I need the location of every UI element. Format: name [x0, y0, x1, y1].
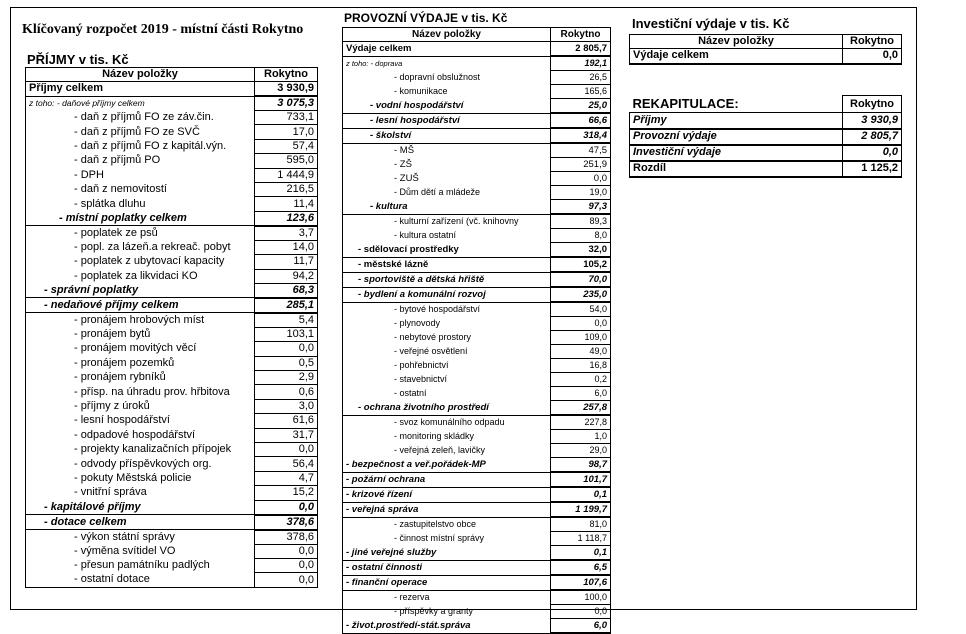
- row-value: 2,9: [255, 371, 318, 385]
- row-label: - popl. za lázeň.a rekreač. pobyt: [26, 240, 255, 254]
- row-value: 109,0: [551, 331, 611, 345]
- row-value: 101,7: [551, 472, 611, 487]
- table-row: [26, 356, 318, 370]
- row-label: - daň z nemovitostí: [26, 182, 255, 196]
- income-col-name: Název položky: [26, 68, 255, 82]
- row-label: - kultura: [343, 200, 551, 215]
- table-row: [26, 154, 318, 168]
- row-value: 0,0: [255, 573, 318, 587]
- row-label: - komunikace: [343, 85, 551, 99]
- table-row: [26, 82, 318, 97]
- row-value: 98,7: [551, 458, 611, 473]
- table-row: [343, 387, 611, 401]
- row-value: 3,0: [255, 399, 318, 413]
- table-row: [343, 243, 611, 258]
- row-label: Rozdíl: [630, 161, 843, 177]
- table-row: [343, 143, 611, 158]
- table-row: [26, 500, 318, 515]
- table-row: [26, 443, 318, 457]
- table-row: [343, 430, 611, 444]
- row-label: - plynovody: [343, 317, 551, 331]
- row-label: - veřejná zeleň, lavičky: [343, 444, 551, 458]
- income-heading: PŘÍJMY v tis. Kč: [27, 52, 129, 67]
- table-row: [26, 226, 318, 241]
- row-value: 378,6: [255, 515, 318, 530]
- table-row: [343, 200, 611, 215]
- table-row: [26, 457, 318, 471]
- document-title: Klíčovaný rozpočet 2019 - místní části Rokytno: [22, 22, 304, 37]
- table-row: [26, 211, 318, 226]
- table-row: [343, 229, 611, 243]
- row-label: - daň z příjmů FO z kapitál.výn.: [26, 139, 255, 153]
- table-row: [343, 560, 611, 575]
- row-value: 257,8: [551, 401, 611, 416]
- row-value: 66,6: [551, 113, 611, 128]
- row-label: - sportoviště a dětská hřiště: [343, 272, 551, 287]
- row-value: 0,1: [551, 546, 611, 561]
- table-row: [343, 128, 611, 143]
- row-label: - projekty kanalizačních přípojek: [26, 443, 255, 457]
- row-label: - správní poplatky: [26, 283, 255, 298]
- row-value: 123,6: [255, 211, 318, 226]
- table-row: [630, 113, 902, 129]
- row-value: 97,3: [551, 200, 611, 215]
- table-row: [343, 575, 611, 590]
- row-label: - bydlení a komunální rozvoj: [343, 287, 551, 302]
- row-value: 3 075,3: [255, 96, 318, 111]
- row-label: - lesní hospodářství: [26, 414, 255, 428]
- table-row: [343, 287, 611, 302]
- row-value: 0,0: [843, 145, 902, 161]
- row-label: - vodní hospodářství: [343, 99, 551, 114]
- table-row: [343, 71, 611, 85]
- row-value: 14,0: [255, 240, 318, 254]
- row-value: 81,0: [551, 517, 611, 532]
- table-row: [343, 359, 611, 373]
- row-label: - monitoring skládky: [343, 430, 551, 444]
- table-row: [26, 573, 318, 587]
- row-value: 235,0: [551, 287, 611, 302]
- row-value: 56,4: [255, 457, 318, 471]
- row-value: 17,0: [255, 125, 318, 139]
- row-value: 285,1: [255, 298, 318, 313]
- investment-col-value: Rokytno: [843, 35, 902, 49]
- row-label: - pohřebnictví: [343, 359, 551, 373]
- row-value: 29,0: [551, 444, 611, 458]
- row-value: 165,6: [551, 85, 611, 99]
- row-label: - Dům dětí a mládeže: [343, 186, 551, 200]
- table-row: [343, 257, 611, 272]
- table-row: [26, 298, 318, 313]
- row-value: 94,2: [255, 269, 318, 283]
- row-value: 0,1: [551, 487, 611, 502]
- row-label: - nebytové prostory: [343, 331, 551, 345]
- table-row: [343, 487, 611, 502]
- row-label: - výměna svítidel VO: [26, 544, 255, 558]
- recap-heading: REKAPITULACE:: [630, 96, 843, 113]
- table-row: [343, 605, 611, 619]
- row-value: 0,6: [255, 385, 318, 399]
- table-row: [26, 96, 318, 111]
- table-row: [343, 546, 611, 561]
- table-row: [343, 158, 611, 172]
- row-value: 1 444,9: [255, 168, 318, 182]
- row-label: - bytové hospodářství: [343, 302, 551, 317]
- row-label: - lesní hospodářství: [343, 113, 551, 128]
- row-label: - pronájem bytů: [26, 327, 255, 341]
- table-row: [26, 197, 318, 211]
- row-value: 0,0: [551, 172, 611, 186]
- row-label: - ostatní: [343, 387, 551, 401]
- table-row: [26, 371, 318, 385]
- row-value: 318,4: [551, 128, 611, 143]
- row-label: Výdaje celkem: [343, 42, 551, 57]
- table-row: [26, 125, 318, 139]
- row-label: - výkon státní správy: [26, 530, 255, 545]
- row-label: - školství: [343, 128, 551, 143]
- row-value: 227,8: [551, 415, 611, 430]
- table-row: [26, 168, 318, 182]
- row-label: - nedaňové příjmy celkem: [26, 298, 255, 313]
- row-value: 216,5: [255, 182, 318, 196]
- row-value: 0,0: [551, 317, 611, 331]
- row-value: 26,5: [551, 71, 611, 85]
- row-label: Příjmy celkem: [26, 82, 255, 97]
- row-label: - dopravní obslužnost: [343, 71, 551, 85]
- row-label: - daň z příjmů FO ze záv.čin.: [26, 111, 255, 125]
- row-label: - kapitálové příjmy: [26, 500, 255, 515]
- table-row: [26, 283, 318, 298]
- table-row: [343, 56, 611, 71]
- row-label: - život.prostředí-stát.správa: [343, 619, 551, 634]
- row-label: - dotace celkem: [26, 515, 255, 530]
- table-row: [26, 313, 318, 328]
- table-row: [26, 471, 318, 485]
- row-value: 6,0: [551, 619, 611, 634]
- row-value: 0,0: [255, 342, 318, 356]
- row-value: 2 805,7: [551, 42, 611, 57]
- row-label: Příjmy: [630, 113, 843, 129]
- table-row: [26, 182, 318, 196]
- table-row: [343, 532, 611, 546]
- table-row: [343, 590, 611, 605]
- row-value: 32,0: [551, 243, 611, 258]
- table-row: [343, 472, 611, 487]
- row-value: 54,0: [551, 302, 611, 317]
- row-value: 1 125,2: [843, 161, 902, 177]
- row-label: - finanční operace: [343, 575, 551, 590]
- row-value: 378,6: [255, 530, 318, 545]
- row-value: 15,2: [255, 486, 318, 500]
- row-value: 595,0: [255, 154, 318, 168]
- table-row: [343, 302, 611, 317]
- income-col-value: Rokytno: [255, 68, 318, 82]
- row-label: - pokuty Městská policie: [26, 471, 255, 485]
- table-row: [343, 415, 611, 430]
- row-label: - stavebnictví: [343, 373, 551, 387]
- table-row: [343, 99, 611, 114]
- row-value: 103,1: [255, 327, 318, 341]
- table-row: [630, 129, 902, 145]
- table-row: [343, 502, 611, 517]
- table-row: [343, 345, 611, 359]
- operating-col-name: Název položky: [343, 28, 551, 42]
- row-value: 2 805,7: [843, 129, 902, 145]
- row-value: 0,0: [255, 443, 318, 457]
- table-row: [26, 327, 318, 341]
- table-row: [26, 342, 318, 356]
- table-row: [630, 49, 902, 64]
- row-value: 19,0: [551, 186, 611, 200]
- row-label: - vnitřní správa: [26, 486, 255, 500]
- recap-col-value: Rokytno: [843, 96, 902, 113]
- row-value: 57,4: [255, 139, 318, 153]
- row-label: - krizové řízení: [343, 487, 551, 502]
- table-row: [343, 42, 611, 57]
- table-row: [26, 515, 318, 530]
- income-table: [25, 67, 318, 588]
- row-value: 16,8: [551, 359, 611, 373]
- table-row: [26, 544, 318, 558]
- row-label: Investiční výdaje: [630, 145, 843, 161]
- row-value: 1,0: [551, 430, 611, 444]
- row-label: - ostatní dotace: [26, 573, 255, 587]
- table-row: [343, 331, 611, 345]
- row-label: - bezpečnost a veř.pořádek-MP: [343, 458, 551, 473]
- row-value: 68,3: [255, 283, 318, 298]
- table-row: [26, 486, 318, 500]
- row-label: - přísp. na úhradu prov. hřbitova: [26, 385, 255, 399]
- row-label: - pronájem movitých věcí: [26, 342, 255, 356]
- table-row: [26, 255, 318, 269]
- table-row: [26, 111, 318, 125]
- row-label: - rezerva: [343, 590, 551, 605]
- row-label: - přesun památníku padlých: [26, 558, 255, 572]
- row-value: 11,4: [255, 197, 318, 211]
- row-value: 0,5: [255, 356, 318, 370]
- investment-row-name: Výdaje celkem: [630, 49, 843, 64]
- row-label: - sdělovací prostředky: [343, 243, 551, 258]
- row-label: Provozní výdaje: [630, 129, 843, 145]
- table-row: [26, 414, 318, 428]
- row-value: 6,0: [551, 387, 611, 401]
- row-value: 70,0: [551, 272, 611, 287]
- row-value: 107,6: [551, 575, 611, 590]
- table-row: [26, 530, 318, 545]
- table-row: [343, 186, 611, 200]
- row-value: 3 930,9: [843, 113, 902, 129]
- row-label: - příjmy z úroků: [26, 399, 255, 413]
- table-row: [343, 113, 611, 128]
- table-row: [343, 517, 611, 532]
- table-row: [26, 269, 318, 283]
- recap-table: [629, 95, 902, 178]
- row-label: - příspěvky a granty: [343, 605, 551, 619]
- row-label: - pronájem hrobových míst: [26, 313, 255, 328]
- row-label: - poplatek za likvidaci KO: [26, 269, 255, 283]
- row-value: 1 199,7: [551, 502, 611, 517]
- row-value: 47,5: [551, 143, 611, 158]
- row-value: 3 930,9: [255, 82, 318, 97]
- row-value: 49,0: [551, 345, 611, 359]
- row-label: - daň z příjmů PO: [26, 154, 255, 168]
- operating-table: [342, 27, 611, 634]
- operating-heading: PROVOZNÍ VÝDAJE v tis. Kč: [344, 11, 508, 25]
- row-label: - veřejné osvětlení: [343, 345, 551, 359]
- row-label: - odvody příspěvkových org.: [26, 457, 255, 471]
- row-label: - pronájem pozemků: [26, 356, 255, 370]
- row-value: 0,0: [255, 558, 318, 572]
- row-value: 100,0: [551, 590, 611, 605]
- row-value: 1 118,7: [551, 532, 611, 546]
- table-row: [343, 272, 611, 287]
- table-row: [26, 139, 318, 153]
- row-label: - ZUŠ: [343, 172, 551, 186]
- table-row: [343, 317, 611, 331]
- row-value: 192,1: [551, 56, 611, 71]
- row-label: - poplatek z ubytovací kapacity: [26, 255, 255, 269]
- row-value: 31,7: [255, 428, 318, 442]
- row-value: 8,0: [551, 229, 611, 243]
- row-value: 89,3: [551, 214, 611, 229]
- row-label: - pronájem rybníků: [26, 371, 255, 385]
- row-label: - daň z příjmů FO ze SVČ: [26, 125, 255, 139]
- table-row: [343, 214, 611, 229]
- row-value: 25,0: [551, 99, 611, 114]
- row-value: 251,9: [551, 158, 611, 172]
- row-label: z toho: - doprava: [343, 56, 551, 71]
- row-label: - ZŠ: [343, 158, 551, 172]
- row-value: 5,4: [255, 313, 318, 328]
- table-row: [343, 444, 611, 458]
- row-label: - odpadové hospodářství: [26, 428, 255, 442]
- row-label: - zastupitelstvo obce: [343, 517, 551, 532]
- table-row: [343, 85, 611, 99]
- table-row: [343, 401, 611, 416]
- row-label: - ostatní činnosti: [343, 560, 551, 575]
- table-row: [343, 373, 611, 387]
- investment-col-name: Název položky: [630, 35, 843, 49]
- table-row: [26, 399, 318, 413]
- investment-row-value: 0,0: [843, 49, 902, 64]
- row-value: 105,2: [551, 257, 611, 272]
- table-row: [26, 428, 318, 442]
- row-value: 0,0: [255, 544, 318, 558]
- table-row: [26, 240, 318, 254]
- table-row: [630, 161, 902, 177]
- row-label: - místní poplatky celkem: [26, 211, 255, 226]
- row-value: 4,7: [255, 471, 318, 485]
- operating-col-value: Rokytno: [551, 28, 611, 42]
- row-label: - MŠ: [343, 143, 551, 158]
- row-label: - DPH: [26, 168, 255, 182]
- row-value: 0,0: [551, 605, 611, 619]
- row-label: - kultura ostatní: [343, 229, 551, 243]
- row-label: z toho: - daňové příjmy celkem: [26, 96, 255, 111]
- row-label: - jiné veřejné služby: [343, 546, 551, 561]
- row-value: 61,6: [255, 414, 318, 428]
- row-label: - svoz komunálního odpadu: [343, 415, 551, 430]
- row-label: - kulturní zařízení (vč. knihovny: [343, 214, 551, 229]
- row-label: - splátka dluhu: [26, 197, 255, 211]
- row-label: - městské lázně: [343, 257, 551, 272]
- row-value: 6,5: [551, 560, 611, 575]
- row-value: 733,1: [255, 111, 318, 125]
- table-row: [26, 385, 318, 399]
- investment-table: [629, 34, 902, 65]
- table-row: [343, 172, 611, 186]
- row-value: 0,2: [551, 373, 611, 387]
- investment-heading: Investiční výdaje v tis. Kč: [632, 16, 790, 31]
- row-label: - požární ochrana: [343, 472, 551, 487]
- row-value: 11,7: [255, 255, 318, 269]
- table-row: [343, 458, 611, 473]
- row-value: 0,0: [255, 500, 318, 515]
- row-label: - činnost místní správy: [343, 532, 551, 546]
- row-label: - poplatek ze psů: [26, 226, 255, 241]
- row-label: - veřejná správa: [343, 502, 551, 517]
- table-row: [630, 145, 902, 161]
- row-value: 3,7: [255, 226, 318, 241]
- row-label: - ochrana životního prostředí: [343, 401, 551, 416]
- table-row: [26, 558, 318, 572]
